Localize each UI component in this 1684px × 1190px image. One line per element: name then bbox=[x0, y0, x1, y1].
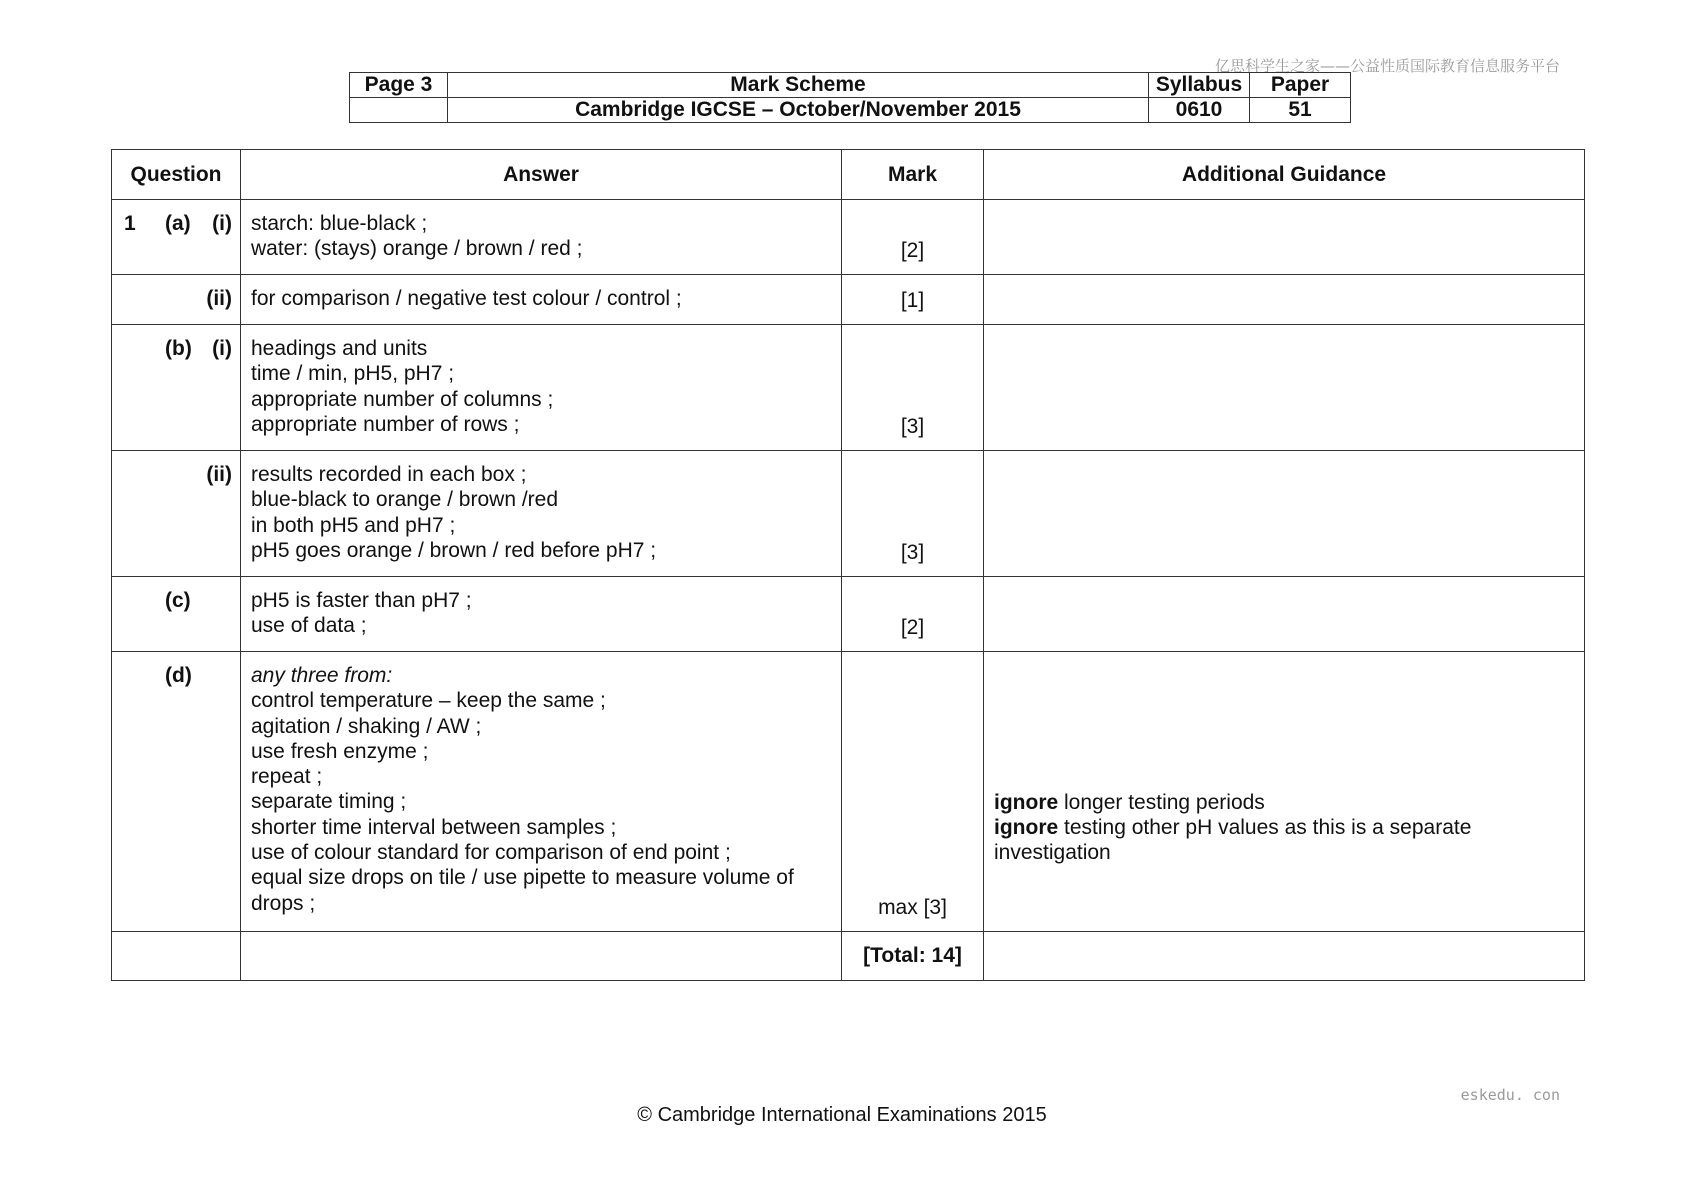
answer-line: control temperature – keep the same ; bbox=[251, 689, 606, 713]
guidance-keyword: ignore bbox=[994, 815, 1059, 839]
question-part: (b) bbox=[165, 337, 192, 360]
answer-cell bbox=[241, 451, 842, 577]
question-subpart: (ii) bbox=[206, 463, 232, 486]
mark-scheme-table bbox=[111, 149, 1585, 981]
guidance-line bbox=[994, 815, 1574, 840]
answer-cell bbox=[241, 275, 842, 325]
question-subpart: (i) bbox=[212, 212, 232, 235]
answer-line: shorter time interval between samples ; bbox=[251, 815, 617, 839]
answer-cell bbox=[241, 577, 842, 652]
guidance-cell bbox=[984, 325, 1585, 451]
table-row bbox=[112, 325, 1585, 451]
mark-cell: [2] bbox=[842, 577, 984, 652]
watermark-bottom: eskedu. con bbox=[1460, 1086, 1560, 1104]
header-page: Page 3 bbox=[350, 73, 448, 98]
guidance-cell bbox=[984, 577, 1585, 652]
guidance-text: testing other pH values as this is a separate bbox=[1058, 815, 1472, 839]
answer-line: separate timing ; bbox=[251, 790, 407, 814]
column-header-answer: Answer bbox=[241, 150, 842, 200]
answer-line: in both pH5 and pH7 ; bbox=[251, 513, 456, 537]
guidance-keyword: ignore bbox=[994, 790, 1059, 814]
total-row bbox=[112, 932, 1585, 981]
answer-line: pH5 goes orange / brown / red before pH7 ; bbox=[251, 538, 657, 562]
total-mark: [Total: 14] bbox=[842, 932, 984, 981]
answer-line: results recorded in each box ; bbox=[251, 463, 527, 486]
header-doc-title: Mark Scheme bbox=[448, 73, 1149, 98]
question-number: 1 bbox=[124, 212, 136, 235]
answer-line: use fresh enzyme ; bbox=[251, 739, 429, 763]
guidance-cell bbox=[984, 451, 1585, 577]
guidance-line bbox=[994, 840, 1574, 865]
answer-line: blue-black to orange / brown /red bbox=[251, 488, 559, 512]
mark-cell: max [3] bbox=[842, 652, 984, 932]
guidance-text: investigation bbox=[994, 841, 1111, 865]
answer-cell bbox=[241, 652, 842, 932]
header-syllabus: 0610 bbox=[1149, 98, 1250, 123]
guidance-cell bbox=[984, 200, 1585, 275]
question-cell bbox=[112, 200, 241, 275]
guidance-cell bbox=[984, 652, 1585, 932]
answer-line: time / min, pH5, pH7 ; bbox=[251, 362, 455, 386]
question-cell bbox=[112, 577, 241, 652]
column-header-question: Question bbox=[112, 150, 241, 200]
mark-cell: [1] bbox=[842, 275, 984, 325]
guidance-text: longer testing periods bbox=[1058, 790, 1265, 814]
guidance-line bbox=[994, 790, 1574, 815]
total-guidance-blank bbox=[984, 932, 1585, 981]
question-cell bbox=[112, 325, 241, 451]
answer-line: use of colour standard for comparison of end point ; bbox=[251, 841, 731, 865]
answer-line: appropriate number of rows ; bbox=[251, 412, 520, 436]
table-body bbox=[112, 200, 1585, 932]
header-page-blank bbox=[350, 98, 448, 123]
question-part: (d) bbox=[165, 664, 192, 687]
answer-line: repeat ; bbox=[251, 765, 323, 789]
table-row bbox=[112, 577, 1585, 652]
question-cell bbox=[112, 652, 241, 932]
total-question-blank bbox=[112, 932, 241, 981]
answer-line: for comparison / negative test colour / control ; bbox=[251, 287, 682, 310]
question-part: (a) bbox=[165, 212, 191, 235]
answer-line: use of data ; bbox=[251, 614, 367, 638]
total-answer-blank bbox=[241, 932, 842, 981]
copyright-footer: © Cambridge International Examinations 2015 bbox=[637, 1104, 1047, 1126]
column-header-mark: Mark bbox=[842, 150, 984, 200]
answer-cell bbox=[241, 325, 842, 451]
header-paper-label: Paper bbox=[1250, 73, 1351, 98]
table-row bbox=[112, 652, 1585, 932]
header-table bbox=[349, 72, 1351, 123]
answer-cell bbox=[241, 200, 842, 275]
table-row bbox=[112, 451, 1585, 577]
answer-line: starch: blue-black ; bbox=[251, 212, 428, 235]
answer-line: water: (stays) orange / brown / red ; bbox=[251, 237, 583, 261]
watermark-top: 亿思科学生之家——公益性质国际教育信息服务平台 bbox=[1214, 57, 1560, 75]
answer-line: pH5 is faster than pH7 ; bbox=[251, 589, 472, 612]
answer-line: appropriate number of columns ; bbox=[251, 387, 554, 411]
answer-line: headings and units bbox=[251, 337, 428, 360]
header-paper: 51 bbox=[1250, 98, 1351, 123]
question-part: (c) bbox=[165, 589, 191, 612]
table-header-row bbox=[112, 150, 1585, 200]
column-header-guidance: Additional Guidance bbox=[984, 150, 1585, 200]
guidance-cell bbox=[984, 275, 1585, 325]
answer-line: drops ; bbox=[251, 891, 316, 915]
question-subpart: (i) bbox=[212, 337, 232, 360]
mark-cell: [2] bbox=[842, 200, 984, 275]
header-exam: Cambridge IGCSE – October/November 2015 bbox=[448, 98, 1149, 123]
mark-cell: [3] bbox=[842, 325, 984, 451]
table-row bbox=[112, 275, 1585, 325]
question-subpart: (ii) bbox=[206, 287, 232, 310]
header-syllabus-label: Syllabus bbox=[1149, 73, 1250, 98]
question-cell bbox=[112, 451, 241, 577]
mark-cell: [3] bbox=[842, 451, 984, 577]
answer-line: agitation / shaking / AW ; bbox=[251, 714, 482, 738]
answer-line: equal size drops on tile / use pipette to measure volume of bbox=[251, 866, 794, 890]
table-row bbox=[112, 200, 1585, 275]
question-cell bbox=[112, 275, 241, 325]
answer-intro: any three from: bbox=[251, 664, 393, 687]
